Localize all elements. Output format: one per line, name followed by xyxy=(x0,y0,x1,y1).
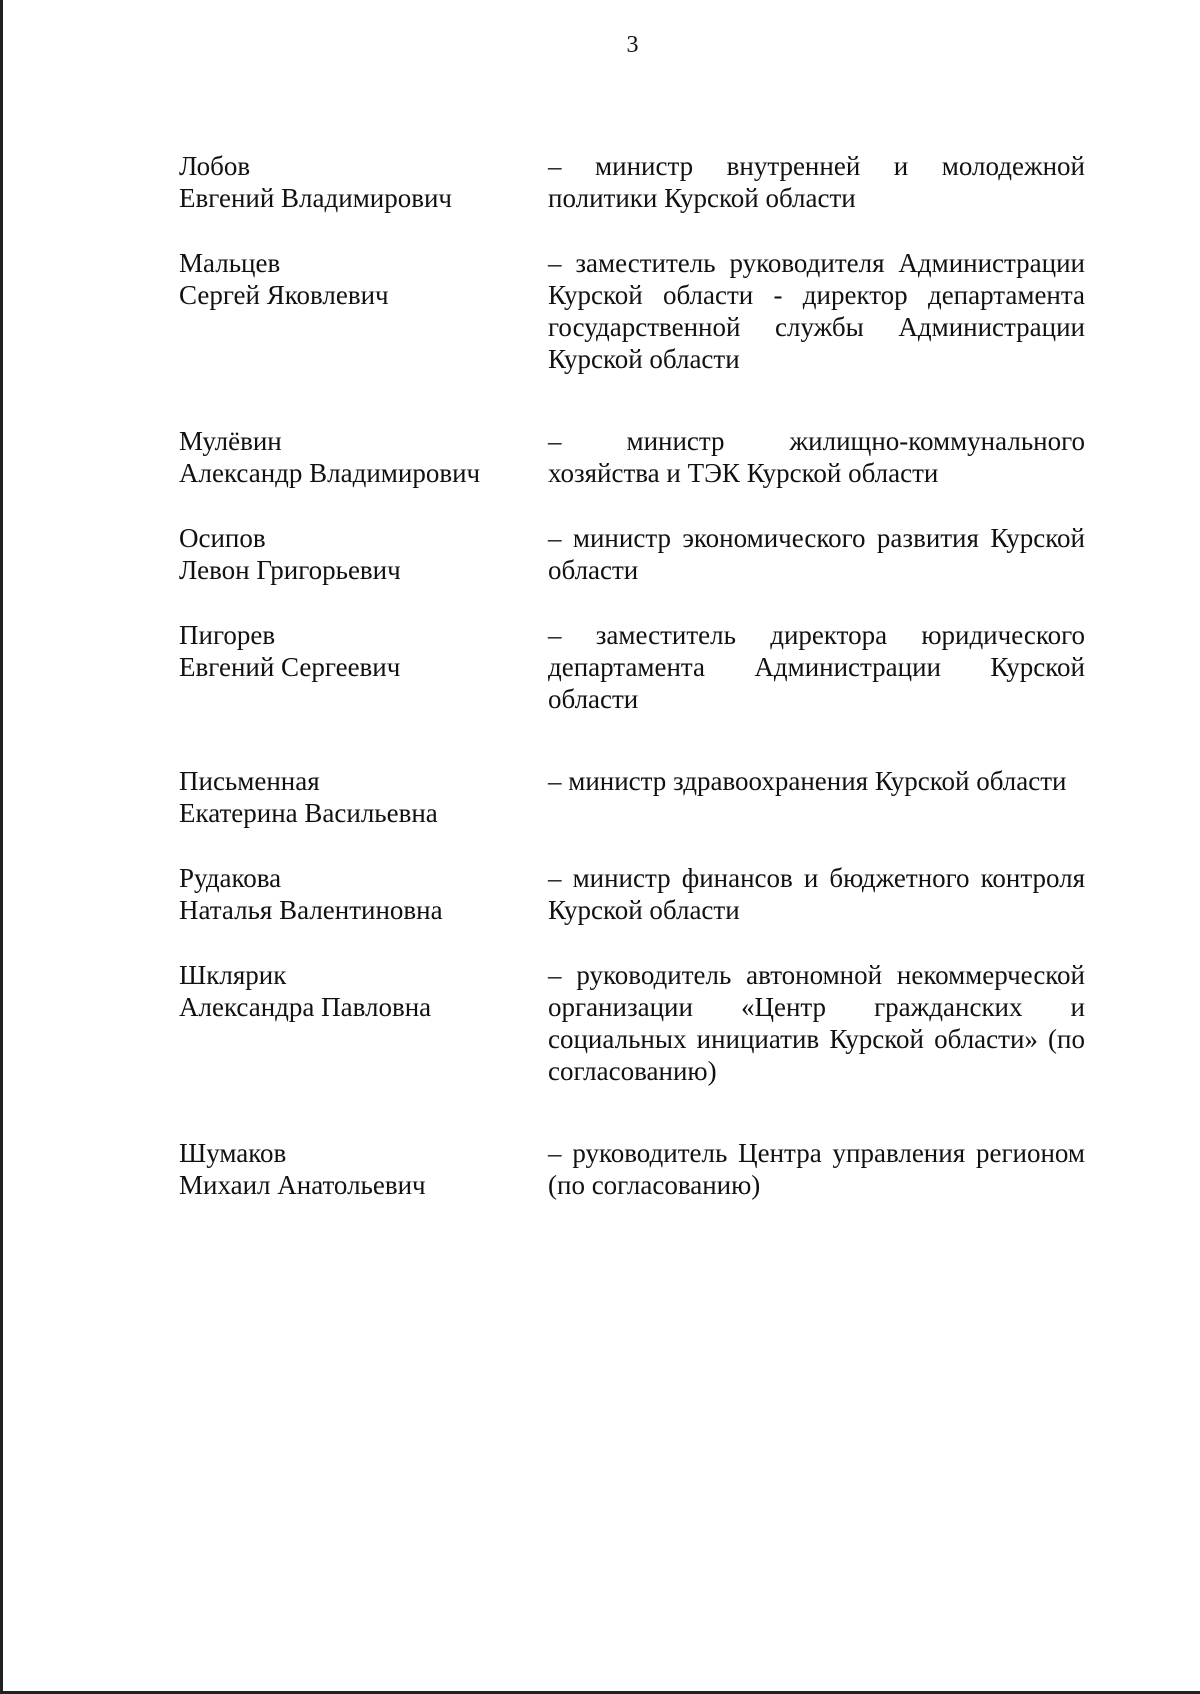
member-position: – заместитель руководителя Администрации Курской области - директор департамента государственной службы Администрации Курской области xyxy=(548,248,1085,374)
member-surname: Пигорев xyxy=(179,620,276,650)
scan-edge-left xyxy=(0,0,3,1694)
member-row xyxy=(179,959,1085,1087)
member-given-names: Сергей Яковлевич xyxy=(179,280,389,310)
member-given-names: Евгений Владимирович xyxy=(179,183,453,213)
member-name xyxy=(179,959,548,1023)
member-surname: Осипов xyxy=(179,523,266,553)
member-surname: Рудакова xyxy=(179,863,282,893)
member-name xyxy=(179,1137,548,1201)
member-position: – заместитель директора юридического департамента Администрации Курской области xyxy=(548,620,1085,714)
member-position: – министр здравоохранения Курской области xyxy=(548,766,1067,796)
member-given-names: Евгений Сергеевич xyxy=(179,652,401,682)
member-position: – министр жилищно-коммунального хозяйства и ТЭК Курской области xyxy=(548,426,1085,488)
member-row xyxy=(179,522,1085,586)
member-given-names: Михаил Анатольевич xyxy=(179,1170,426,1200)
member-position: – руководитель Центра управления регионом (по согласованию) xyxy=(548,1138,1085,1200)
member-name xyxy=(179,150,548,214)
member-position: – министр финансов и бюджетного контроля Курской области xyxy=(548,863,1085,925)
member-surname: Мулёвин xyxy=(179,426,282,456)
members-list xyxy=(179,150,1085,1234)
member-name xyxy=(179,247,548,311)
member-surname: Шклярик xyxy=(179,960,287,990)
member-given-names: Екатерина Васильевна xyxy=(179,798,438,828)
member-row xyxy=(179,1137,1085,1201)
member-name xyxy=(179,619,548,683)
member-given-names: Левон Григорьевич xyxy=(179,555,401,585)
member-position: – министр экономического развития Курской области xyxy=(548,523,1085,585)
member-surname: Лобов xyxy=(179,151,251,181)
member-row xyxy=(179,862,1085,926)
member-row xyxy=(179,619,1085,715)
page-number: 3 xyxy=(626,32,639,58)
member-row xyxy=(179,247,1085,375)
member-position: – министр внутренней и молодежной политики Курской области xyxy=(548,151,1085,213)
member-name xyxy=(179,862,548,926)
member-name xyxy=(179,522,548,586)
member-name xyxy=(179,425,548,489)
member-position: – руководитель автономной некоммерческой организации «Центр гражданских и социальных инициатив Курской области» (по согласованию) xyxy=(548,960,1085,1086)
member-row xyxy=(179,425,1085,489)
member-surname: Письменная xyxy=(179,766,320,796)
member-row xyxy=(179,765,1085,829)
member-surname: Мальцев xyxy=(179,248,281,278)
member-given-names: Александр Владимирович xyxy=(179,458,481,488)
member-given-names: Александра Павловна xyxy=(179,992,432,1022)
member-surname: Шумаков xyxy=(179,1138,287,1168)
member-row xyxy=(179,150,1085,214)
member-name xyxy=(179,765,548,829)
member-given-names: Наталья Валентиновна xyxy=(179,895,443,925)
